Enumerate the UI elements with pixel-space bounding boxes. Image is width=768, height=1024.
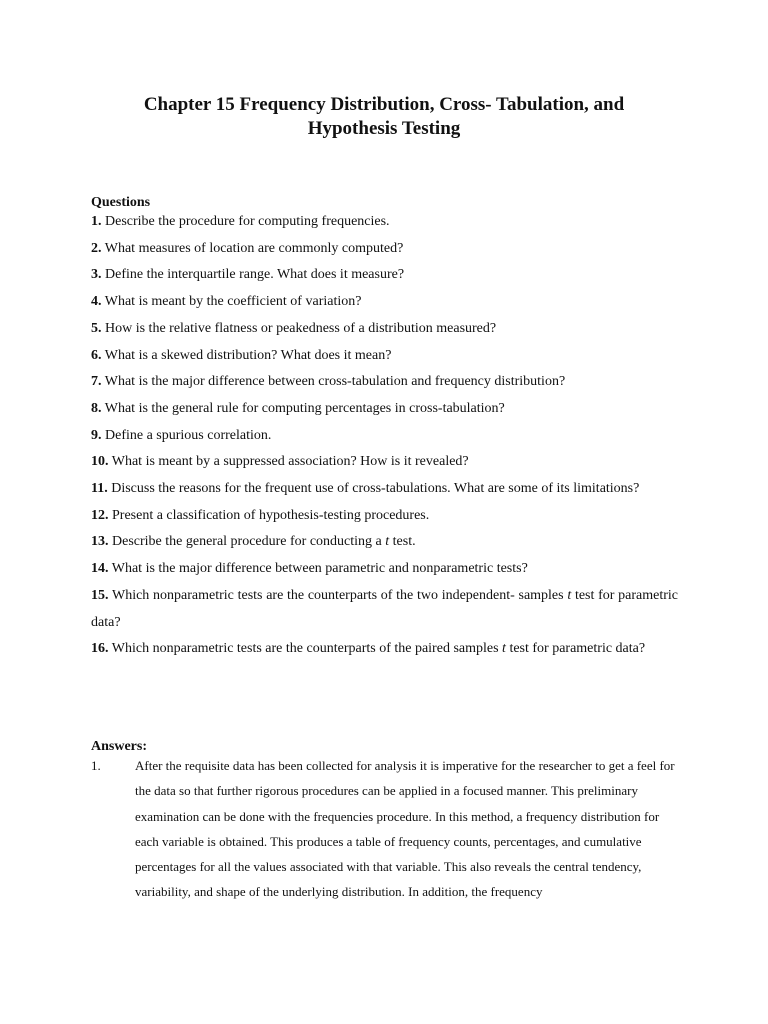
question-number: 2.	[91, 240, 102, 256]
answers-heading: Answers:	[91, 739, 147, 754]
question-text: Discuss the reasons for the frequent use of cross-tabulations. What are some of its limitations?	[111, 481, 640, 497]
question-item	[91, 289, 678, 316]
question-text: Which nonparametric tests are the counterparts of the two independent- samples	[111, 587, 568, 603]
question-number: 16.	[91, 641, 109, 657]
question-text: What is the general rule for computing percentages in cross-tabulation?	[104, 400, 505, 416]
question-item	[91, 369, 678, 396]
question-text: Define a spurious correlation.	[105, 427, 272, 443]
question-text: Describe the general procedure for conducting a	[112, 534, 386, 550]
question-item	[91, 396, 678, 423]
question-text: What is the major difference between parametric and nonparametric tests?	[111, 561, 528, 577]
question-item	[91, 262, 678, 289]
question-item	[91, 209, 678, 236]
question-item	[91, 556, 678, 583]
question-number: 8.	[91, 400, 102, 416]
answer-text: After the requisite data has been collected for analysis it is imperative for the researcher to get a feel for the data so that further rigorous procedures can be applied in a focused manner. This preliminary examination can be done with the frequencies procedure. In this method, a frequency distribution for each variable is obtained. This produces a table of frequency counts, percentages, and cumulative percentages for all the values associated with that variable. This also reveals the central tendency, variability, and shape of the underlying distribution. In addition, the frequency	[135, 758, 675, 900]
question-number: 6.	[91, 347, 102, 363]
question-text: Present a classification of hypothesis-testing procedures.	[112, 507, 430, 523]
question-item	[91, 583, 678, 636]
question-text: What is meant by the coefficient of variation?	[104, 294, 362, 310]
question-number: 4.	[91, 294, 102, 310]
title-line-1: Chapter 15 Frequency Distribution, Cross- Tabulation, and	[143, 94, 625, 115]
question-number: 7.	[91, 374, 102, 390]
italic-t: t	[385, 534, 390, 550]
question-number: 15.	[91, 587, 109, 603]
italic-t: t	[567, 587, 572, 603]
question-text: How is the relative flatness or peakedness of a distribution measured?	[105, 320, 497, 336]
question-item	[91, 449, 678, 476]
question-number: 12.	[91, 507, 109, 523]
italic-t: t	[502, 641, 506, 657]
question-item	[91, 316, 678, 343]
question-number: 11.	[91, 481, 108, 497]
page-title	[90, 93, 678, 141]
question-text: What is meant by a suppressed association? How is it revealed?	[111, 454, 469, 470]
question-number: 1.	[91, 214, 102, 229]
answers-list	[91, 753, 678, 905]
question-text-end: test.	[389, 534, 416, 550]
question-text-end: test for parametric data?	[505, 641, 646, 657]
question-item	[91, 423, 678, 450]
questions-list	[91, 209, 678, 663]
question-item	[91, 529, 678, 556]
question-text-end: test for parametric data?	[91, 587, 678, 630]
question-number: 5.	[91, 320, 102, 336]
question-number: 9.	[91, 427, 102, 443]
answer-number: 1.	[91, 758, 101, 773]
question-item	[91, 636, 678, 663]
question-item	[91, 476, 678, 503]
question-text: Define the interquartile range. What does it measure?	[105, 267, 405, 283]
answer-item	[91, 753, 678, 905]
question-text: What is a skewed distribution? What does it mean?	[104, 347, 392, 363]
question-number: 14.	[91, 561, 109, 577]
question-number: 10.	[91, 454, 109, 470]
question-text: What measures of location are commonly computed?	[104, 240, 404, 256]
question-item	[91, 503, 678, 530]
question-number: 13.	[91, 534, 109, 550]
questions-heading: Questions	[91, 195, 151, 210]
question-text: Describe the procedure for computing frequencies.	[105, 214, 390, 229]
question-item	[91, 343, 678, 370]
question-number: 3.	[91, 267, 102, 283]
question-text: Which nonparametric tests are the counterparts of the paired samples	[111, 641, 503, 657]
question-item	[91, 236, 678, 263]
question-text: What is the major difference between cross-tabulation and frequency distribution?	[104, 374, 566, 390]
title-line-2: Hypothesis Testing	[307, 118, 461, 139]
